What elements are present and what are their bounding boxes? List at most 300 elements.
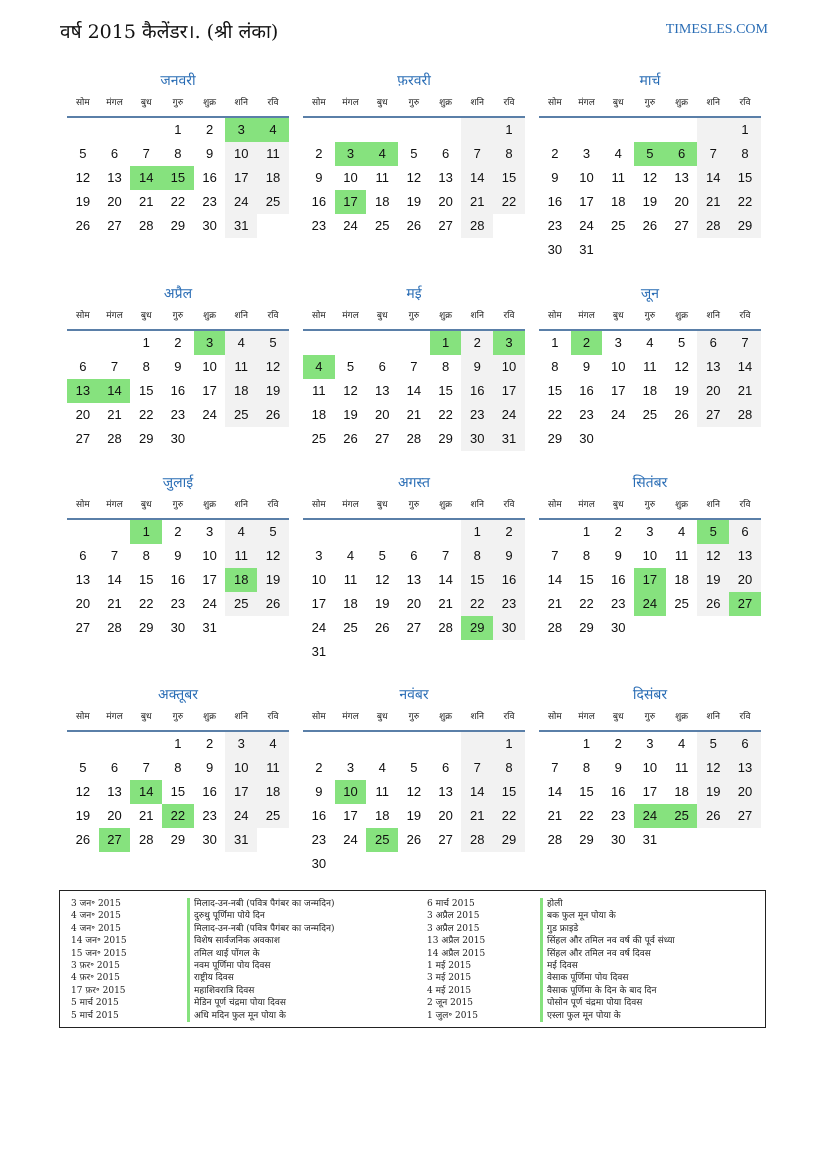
day-cell: 1 bbox=[582, 736, 591, 751]
day-cell: 14 bbox=[547, 784, 563, 799]
day-cell: 25 bbox=[225, 592, 257, 616]
holiday-name: एस्ला फुल मून पोया के bbox=[540, 1010, 621, 1022]
day-cell: 20 bbox=[674, 194, 689, 209]
day-cell: 19 bbox=[374, 596, 390, 611]
day-cell: 24 bbox=[634, 804, 666, 828]
empty-day-cell bbox=[697, 238, 729, 262]
day-cell: 17 bbox=[634, 568, 666, 592]
day-cell: 28 bbox=[438, 620, 453, 635]
empty-day-cell bbox=[303, 520, 335, 544]
day-cell: 22 bbox=[461, 592, 493, 616]
day-cell: 14 bbox=[729, 355, 761, 379]
weekday-label: शुक्र bbox=[439, 712, 453, 722]
day-cell: 5 bbox=[378, 548, 386, 563]
month-calendar bbox=[303, 283, 525, 451]
day-grid bbox=[539, 331, 761, 451]
weekday-label: मंगल bbox=[578, 311, 595, 321]
day-cell: 13 bbox=[406, 572, 422, 587]
day-cell: 16 bbox=[311, 808, 327, 823]
day-cell: 2 bbox=[315, 146, 323, 161]
day-cell: 17 bbox=[225, 780, 257, 804]
day-cell: 11 bbox=[375, 170, 389, 185]
day-cell: 30 bbox=[610, 832, 626, 847]
month-name: दिसंबर bbox=[632, 687, 668, 703]
day-cell: 19 bbox=[406, 194, 422, 209]
empty-day-cell bbox=[67, 118, 99, 142]
holiday-name: होली bbox=[540, 898, 563, 910]
day-cell: 29 bbox=[138, 431, 154, 446]
empty-day-cell bbox=[493, 852, 525, 876]
weekday-header bbox=[67, 706, 289, 732]
day-cell: 19 bbox=[75, 194, 91, 209]
day-cell: 28 bbox=[107, 431, 122, 446]
day-cell: 3 bbox=[194, 331, 226, 355]
holiday-list bbox=[59, 890, 766, 1028]
day-cell: 7 bbox=[697, 142, 729, 166]
weekday-label: बुध bbox=[140, 500, 152, 510]
day-cell: 9 bbox=[551, 170, 559, 185]
day-grid bbox=[539, 732, 761, 852]
day-cell: 21 bbox=[729, 379, 761, 403]
day-cell: 18 bbox=[343, 596, 358, 611]
empty-day-cell bbox=[303, 118, 335, 142]
day-cell: 9 bbox=[614, 548, 622, 563]
day-cell: 20 bbox=[75, 407, 91, 422]
weekday-label: रवि bbox=[503, 712, 515, 722]
weekday-label: गुरु bbox=[408, 712, 420, 722]
day-cell: 27 bbox=[75, 620, 91, 635]
day-cell: 29 bbox=[170, 218, 186, 233]
weekday-label: शनि bbox=[706, 500, 720, 510]
weekday-label: मंगल bbox=[342, 500, 359, 510]
day-cell: 23 bbox=[461, 403, 493, 427]
weekday-label: सोम bbox=[75, 500, 90, 510]
empty-day-cell bbox=[430, 520, 462, 544]
day-cell: 15 bbox=[138, 383, 154, 398]
day-cell: 5 bbox=[410, 760, 418, 775]
day-cell: 20 bbox=[729, 780, 761, 804]
day-grid bbox=[67, 331, 289, 451]
day-cell: 28 bbox=[547, 620, 563, 635]
day-cell: 9 bbox=[614, 760, 622, 775]
weekday-label: शनि bbox=[234, 500, 248, 510]
day-cell: 31 bbox=[493, 427, 525, 451]
month-name: सितंबर bbox=[632, 475, 668, 491]
day-cell: 20 bbox=[75, 596, 91, 611]
day-cell: 30 bbox=[311, 856, 327, 871]
month-name: मई bbox=[406, 286, 422, 302]
month-name: अगस्त bbox=[397, 475, 430, 491]
weekday-label: शुक्र bbox=[439, 311, 453, 321]
day-cell: 6 bbox=[110, 146, 119, 161]
day-cell: 24 bbox=[579, 218, 594, 233]
day-cell: 21 bbox=[461, 804, 493, 828]
weekday-label: सोम bbox=[311, 311, 326, 321]
holiday-date: 3 जन॰ 2015 bbox=[71, 899, 121, 909]
day-cell: 1 bbox=[551, 335, 559, 350]
day-cell: 31 bbox=[225, 828, 257, 852]
day-cell: 12 bbox=[697, 756, 729, 780]
day-cell: 22 bbox=[579, 596, 594, 611]
day-cell: 18 bbox=[374, 808, 390, 823]
month-name: जून bbox=[640, 286, 660, 302]
empty-day-cell bbox=[257, 427, 289, 451]
day-cell: 26 bbox=[374, 620, 390, 635]
holiday-name: सिंहल और तमिल नव वर्ष की पूर्व संध्या bbox=[540, 935, 675, 947]
day-grid bbox=[303, 331, 525, 451]
empty-day-cell bbox=[257, 828, 289, 852]
weekday-label: सोम bbox=[311, 98, 326, 108]
day-cell: 20 bbox=[107, 194, 122, 209]
day-cell: 12 bbox=[697, 544, 729, 568]
day-cell: 5 bbox=[634, 142, 666, 166]
day-cell: 30 bbox=[493, 616, 525, 640]
day-cell: 23 bbox=[202, 194, 217, 209]
day-cell: 8 bbox=[142, 359, 150, 374]
day-cell: 10 bbox=[579, 170, 594, 185]
month-name: फ़रवरी bbox=[397, 73, 431, 89]
day-cell: 9 bbox=[174, 548, 182, 563]
day-cell: 1 bbox=[461, 520, 493, 544]
weekday-label: रवि bbox=[739, 98, 751, 108]
day-cell: 12 bbox=[642, 170, 658, 185]
day-cell: 17 bbox=[493, 379, 525, 403]
empty-day-cell bbox=[666, 427, 698, 451]
month-calendar bbox=[67, 283, 289, 451]
day-cell: 30 bbox=[170, 620, 186, 635]
weekday-label: मंगल bbox=[106, 311, 123, 321]
day-cell: 25 bbox=[343, 620, 358, 635]
day-cell: 3 bbox=[614, 335, 622, 350]
weekday-label: शुक्र bbox=[675, 311, 689, 321]
weekday-label: रवि bbox=[267, 500, 279, 510]
weekday-label: सोम bbox=[547, 311, 562, 321]
day-cell: 8 bbox=[174, 760, 182, 775]
empty-day-cell bbox=[666, 616, 698, 640]
day-cell: 4 bbox=[303, 355, 335, 379]
day-cell: 10 bbox=[642, 548, 658, 563]
weekday-label: शनि bbox=[234, 98, 248, 108]
day-cell: 26 bbox=[406, 832, 422, 847]
day-cell: 26 bbox=[257, 403, 289, 427]
day-cell: 30 bbox=[202, 218, 217, 233]
empty-day-cell bbox=[461, 118, 493, 142]
weekday-label: रवि bbox=[503, 311, 515, 321]
day-cell: 21 bbox=[697, 190, 729, 214]
day-cell: 11 bbox=[225, 544, 257, 568]
day-cell: 11 bbox=[257, 142, 289, 166]
empty-day-cell bbox=[99, 520, 131, 544]
day-cell: 10 bbox=[202, 359, 217, 374]
day-cell: 17 bbox=[343, 808, 358, 823]
weekday-label: शनि bbox=[706, 712, 720, 722]
day-cell: 29 bbox=[579, 620, 594, 635]
holiday-date: 4 जन॰ 2015 bbox=[71, 911, 121, 922]
day-cell: 28 bbox=[138, 218, 154, 233]
holiday-name: दुरुथु पूर्णिमा पोये दिन bbox=[187, 910, 265, 922]
day-cell: 8 bbox=[493, 142, 525, 166]
empty-day-cell bbox=[571, 118, 603, 142]
day-cell: 2 bbox=[174, 335, 182, 350]
holiday-name: सिंहल और तमिल नव वर्ष दिवस bbox=[540, 948, 651, 960]
day-cell: 14 bbox=[461, 780, 493, 804]
day-cell: 16 bbox=[610, 784, 626, 799]
day-cell: 26 bbox=[697, 804, 729, 828]
day-cell: 7 bbox=[461, 142, 493, 166]
day-cell: 15 bbox=[729, 166, 761, 190]
day-cell: 5 bbox=[257, 520, 289, 544]
day-cell: 5 bbox=[79, 760, 87, 775]
day-cell: 22 bbox=[438, 407, 453, 422]
day-cell: 29 bbox=[170, 832, 186, 847]
day-cell: 30 bbox=[170, 431, 186, 446]
weekday-header bbox=[539, 494, 761, 520]
weekday-label: बुध bbox=[140, 712, 152, 722]
weekday-label: मंगल bbox=[578, 500, 595, 510]
day-cell: 8 bbox=[493, 756, 525, 780]
day-cell: 19 bbox=[697, 780, 729, 804]
day-cell: 3 bbox=[346, 760, 355, 775]
day-cell: 2 bbox=[315, 760, 323, 775]
day-cell: 18 bbox=[225, 568, 257, 592]
empty-day-cell bbox=[130, 732, 162, 756]
day-cell: 11 bbox=[375, 784, 389, 799]
weekday-label: बुध bbox=[612, 712, 624, 722]
weekday-label: मंगल bbox=[106, 98, 123, 108]
weekday-label: गुरु bbox=[644, 500, 656, 510]
day-cell: 16 bbox=[202, 170, 217, 185]
day-cell: 8 bbox=[582, 760, 591, 775]
month-calendar bbox=[539, 70, 761, 262]
day-cell: 15 bbox=[579, 784, 594, 799]
month-calendar bbox=[539, 472, 761, 640]
day-cell: 10 bbox=[642, 760, 658, 775]
empty-day-cell bbox=[729, 616, 761, 640]
day-cell: 2 bbox=[551, 146, 559, 161]
day-cell: 18 bbox=[257, 780, 289, 804]
day-cell: 18 bbox=[374, 194, 390, 209]
weekday-header bbox=[539, 305, 761, 331]
holiday-name: मिलाद-उन-नबी (पवित्र पैगंबर का जन्मदिन) bbox=[187, 923, 335, 935]
day-cell: 2 bbox=[571, 331, 603, 355]
weekday-label: रवि bbox=[267, 712, 279, 722]
day-cell: 17 bbox=[335, 190, 367, 214]
day-cell: 26 bbox=[697, 592, 729, 616]
weekday-label: गुरु bbox=[172, 500, 184, 510]
day-cell: 14 bbox=[438, 572, 453, 587]
weekday-label: शनि bbox=[234, 311, 248, 321]
day-cell: 10 bbox=[311, 572, 327, 587]
empty-day-cell bbox=[666, 238, 698, 262]
weekday-label: रवि bbox=[503, 98, 515, 108]
day-cell: 18 bbox=[311, 407, 327, 422]
holiday-date: 3 फ़र॰ 2015 bbox=[71, 961, 120, 971]
day-cell: 9 bbox=[315, 170, 323, 185]
day-cell: 21 bbox=[138, 808, 154, 823]
empty-day-cell bbox=[697, 427, 729, 451]
day-cell: 6 bbox=[378, 359, 386, 374]
day-cell: 28 bbox=[697, 214, 729, 238]
day-cell: 15 bbox=[162, 166, 194, 190]
day-cell: 4 bbox=[346, 548, 355, 563]
weekday-label: बुध bbox=[376, 98, 388, 108]
day-cell: 10 bbox=[225, 756, 257, 780]
empty-day-cell bbox=[461, 640, 493, 664]
day-cell: 22 bbox=[729, 190, 761, 214]
weekday-header bbox=[67, 92, 289, 118]
day-cell: 2 bbox=[493, 520, 525, 544]
day-cell: 8 bbox=[551, 359, 559, 374]
day-cell: 9 bbox=[205, 760, 214, 775]
day-cell: 14 bbox=[130, 166, 162, 190]
day-cell: 11 bbox=[643, 359, 657, 374]
weekday-label: बुध bbox=[376, 311, 388, 321]
day-cell: 9 bbox=[205, 146, 214, 161]
weekday-label: शनि bbox=[470, 311, 484, 321]
day-cell: 10 bbox=[343, 170, 358, 185]
day-cell: 22 bbox=[138, 596, 154, 611]
day-cell: 28 bbox=[107, 620, 122, 635]
empty-day-cell bbox=[602, 118, 634, 142]
empty-day-cell bbox=[430, 852, 462, 876]
day-cell: 29 bbox=[547, 431, 563, 446]
day-cell: 20 bbox=[438, 194, 453, 209]
day-cell: 27 bbox=[729, 592, 761, 616]
weekday-label: रवि bbox=[267, 98, 279, 108]
day-cell: 6 bbox=[79, 359, 87, 374]
day-cell: 12 bbox=[75, 784, 91, 799]
day-cell: 30 bbox=[579, 431, 594, 446]
day-cell: 11 bbox=[611, 170, 625, 185]
month-calendar bbox=[303, 684, 525, 876]
day-cell: 16 bbox=[579, 383, 594, 398]
day-cell: 16 bbox=[202, 784, 217, 799]
weekday-label: शनि bbox=[470, 98, 484, 108]
day-cell: 15 bbox=[547, 383, 563, 398]
day-cell: 10 bbox=[493, 355, 525, 379]
month-name: अप्रैल bbox=[163, 286, 193, 302]
day-cell: 19 bbox=[697, 568, 729, 592]
day-cell: 31 bbox=[579, 242, 594, 257]
day-cell: 23 bbox=[579, 407, 594, 422]
day-cell: 10 bbox=[610, 359, 626, 374]
day-cell: 2 bbox=[614, 524, 622, 539]
day-cell: 9 bbox=[582, 359, 591, 374]
empty-day-cell bbox=[335, 118, 367, 142]
day-cell: 28 bbox=[461, 214, 493, 238]
weekday-label: मंगल bbox=[578, 98, 595, 108]
day-cell: 1 bbox=[493, 732, 525, 756]
day-cell: 21 bbox=[461, 190, 493, 214]
day-cell: 6 bbox=[666, 142, 698, 166]
day-cell: 21 bbox=[547, 596, 563, 611]
weekday-label: गुरु bbox=[172, 712, 184, 722]
day-cell: 1 bbox=[142, 335, 150, 350]
weekday-label: सोम bbox=[547, 712, 562, 722]
day-cell: 19 bbox=[642, 194, 658, 209]
day-cell: 1 bbox=[430, 331, 462, 355]
day-cell: 21 bbox=[438, 596, 453, 611]
weekday-label: मंगल bbox=[342, 98, 359, 108]
empty-day-cell bbox=[602, 427, 634, 451]
holiday-date: 4 फ़र॰ 2015 bbox=[71, 973, 120, 984]
holiday-date: 13 अप्रैल 2015 bbox=[427, 936, 486, 947]
holiday-date: 5 मार्च 2015 bbox=[71, 998, 119, 1009]
month-calendar bbox=[67, 684, 289, 852]
day-cell: 2 bbox=[205, 122, 214, 137]
day-cell: 17 bbox=[311, 596, 327, 611]
day-cell: 24 bbox=[634, 592, 666, 616]
day-grid bbox=[303, 732, 525, 876]
day-cell: 5 bbox=[677, 335, 686, 350]
weekday-label: शनि bbox=[470, 500, 484, 510]
empty-day-cell bbox=[697, 118, 729, 142]
day-cell: 13 bbox=[729, 544, 761, 568]
day-cell: 14 bbox=[99, 379, 131, 403]
day-cell: 29 bbox=[438, 431, 453, 446]
day-cell: 31 bbox=[642, 832, 658, 847]
day-cell: 12 bbox=[343, 383, 358, 398]
day-cell: 3 bbox=[493, 331, 525, 355]
day-cell: 1 bbox=[493, 118, 525, 142]
weekday-label: गुरु bbox=[408, 98, 420, 108]
weekday-label: शुक्र bbox=[675, 98, 689, 108]
holiday-name: राष्ट्रीय दिवस bbox=[187, 972, 234, 984]
site-link[interactable]: TIMESLES.COM bbox=[665, 22, 768, 37]
empty-day-cell bbox=[366, 118, 398, 142]
day-cell: 8 bbox=[461, 544, 493, 568]
day-cell: 1 bbox=[729, 118, 761, 142]
day-cell: 20 bbox=[406, 596, 422, 611]
day-cell: 19 bbox=[257, 568, 289, 592]
holiday-name: तमिल थाई पोंगल के bbox=[187, 948, 260, 960]
empty-day-cell bbox=[398, 640, 430, 664]
empty-day-cell bbox=[194, 427, 226, 451]
day-cell: 8 bbox=[582, 548, 591, 563]
day-cell: 15 bbox=[170, 784, 186, 799]
day-cell: 2 bbox=[614, 736, 622, 751]
holiday-name: बक फुल मून पोया के bbox=[540, 910, 616, 922]
empty-day-cell bbox=[225, 616, 257, 640]
empty-day-cell bbox=[729, 238, 761, 262]
day-cell: 23 bbox=[547, 218, 563, 233]
day-cell: 16 bbox=[311, 194, 327, 209]
day-cell: 24 bbox=[610, 407, 626, 422]
holiday-name: मिलाद-उन-नबी (पवित्र पैगंबर का जन्मदिन) bbox=[187, 898, 335, 910]
day-cell: 10 bbox=[202, 548, 217, 563]
day-cell: 9 bbox=[315, 784, 323, 799]
day-cell: 17 bbox=[225, 166, 257, 190]
month-calendar bbox=[67, 472, 289, 640]
day-cell: 13 bbox=[729, 756, 761, 780]
empty-day-cell bbox=[634, 118, 666, 142]
day-cell: 2 bbox=[461, 331, 493, 355]
day-cell: 20 bbox=[729, 568, 761, 592]
day-cell: 12 bbox=[374, 572, 390, 587]
day-cell: 6 bbox=[729, 732, 761, 756]
holiday-name: नवम पूर्णिमा पोय दिवस bbox=[187, 960, 271, 972]
empty-day-cell bbox=[303, 732, 335, 756]
weekday-label: बुध bbox=[140, 98, 152, 108]
day-cell: 31 bbox=[225, 214, 257, 238]
empty-day-cell bbox=[99, 732, 131, 756]
weekday-header bbox=[67, 305, 289, 331]
empty-day-cell bbox=[398, 520, 430, 544]
day-cell: 31 bbox=[311, 644, 327, 659]
empty-day-cell bbox=[666, 828, 698, 852]
holiday-name: मई दिवस bbox=[540, 960, 578, 972]
day-cell: 10 bbox=[225, 142, 257, 166]
